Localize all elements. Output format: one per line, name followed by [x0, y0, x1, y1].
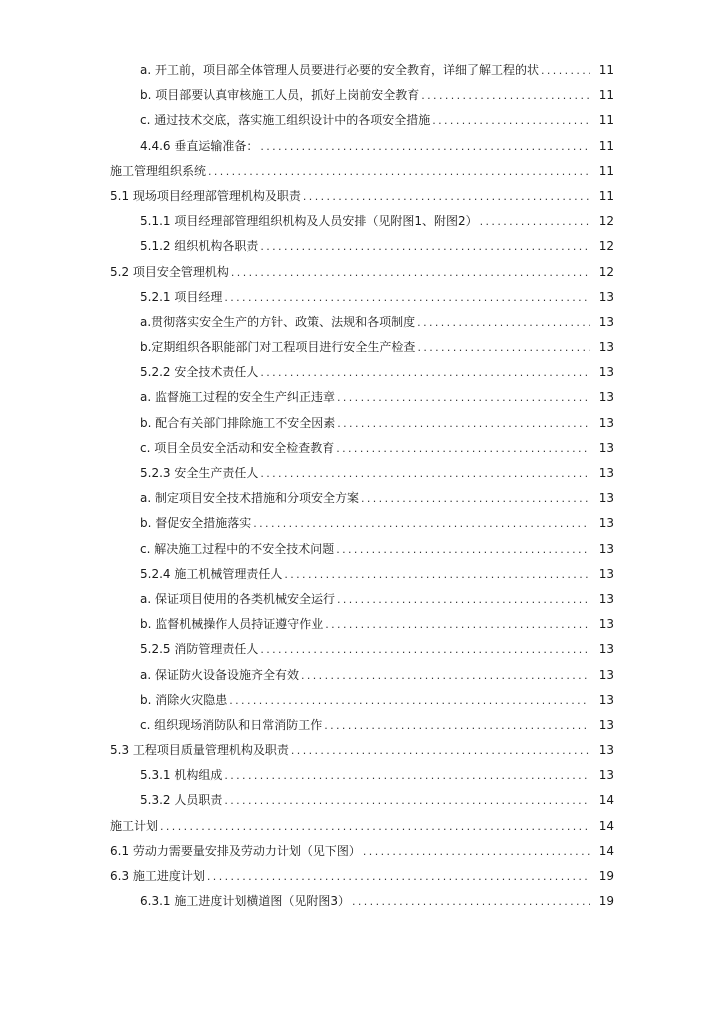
toc-entry-page-number: 13 — [598, 617, 614, 632]
dot-leader — [352, 889, 590, 914]
toc-entry[interactable] — [0, 663, 724, 688]
toc-entry[interactable] — [0, 184, 724, 209]
toc-entry-title: 5.3 工程项目质量管理机构及职责 — [110, 743, 289, 758]
dot-leader — [231, 260, 590, 285]
toc-entry-title: 4.4.6 垂直运输准备： — [140, 138, 259, 153]
toc-entry[interactable] — [0, 436, 724, 461]
dot-leader — [337, 587, 590, 612]
toc-entry[interactable] — [0, 637, 724, 662]
dot-leader — [301, 663, 590, 688]
dot-leader — [363, 839, 590, 864]
toc-entry-title: 5.2.1 项目经理 — [140, 289, 223, 304]
toc-entry-title: 5.1.1 项目经理部管理组织机构及人员安排（见附图1、附图2） — [140, 214, 478, 229]
table-of-contents — [0, 58, 724, 914]
toc-entry-title: b. 督促安全措施落实 — [140, 516, 252, 531]
toc-entry[interactable] — [0, 889, 724, 914]
dot-leader — [337, 385, 590, 410]
toc-entry-title: 5.1 现场项目经理部管理机构及职责 — [110, 188, 301, 203]
toc-entry[interactable] — [0, 360, 724, 385]
toc-entry-page-number: 11 — [598, 138, 614, 153]
toc-entry-title: 6.1 劳动力需要量安排及劳动力计划（见下图） — [110, 843, 361, 858]
dot-leader — [432, 108, 590, 133]
toc-entry-page-number: 13 — [598, 667, 614, 682]
dot-leader — [417, 335, 590, 360]
dot-leader — [224, 763, 590, 788]
toc-entry-page-number: 11 — [598, 188, 614, 203]
toc-entry-title: 6.3 施工进度计划 — [110, 869, 205, 883]
dot-leader — [229, 688, 590, 713]
toc-entry[interactable] — [0, 738, 724, 763]
dot-leader — [541, 58, 590, 83]
toc-entry-page-number: 13 — [598, 591, 614, 606]
dot-leader — [480, 209, 590, 234]
dot-leader — [224, 788, 590, 813]
toc-entry-page-number: 12 — [598, 239, 614, 254]
toc-entry[interactable] — [0, 385, 724, 410]
dot-leader — [336, 537, 590, 562]
toc-entry-page-number: 13 — [598, 440, 614, 455]
dot-leader — [260, 234, 590, 259]
toc-entry[interactable] — [0, 83, 724, 108]
toc-entry-page-number: 13 — [598, 642, 614, 657]
toc-entry-page-number: 12 — [598, 214, 614, 229]
toc-entry[interactable] — [0, 788, 724, 813]
toc-entry[interactable] — [0, 108, 724, 133]
toc-entry-title: a.贯彻落实安全生产的方针、政策、法规和各项制度 — [140, 314, 416, 329]
toc-entry-title: a. 制定项目安全技术措施和分项安全方案 — [140, 491, 359, 506]
dot-leader — [325, 612, 590, 637]
dot-leader — [291, 738, 590, 763]
toc-entry[interactable] — [0, 58, 724, 83]
toc-entry-title: 6.3.1 施工进度计划横道图（见附图3） — [140, 894, 350, 909]
dot-leader — [284, 562, 590, 587]
toc-entry-page-number: 12 — [598, 264, 614, 279]
toc-entry[interactable] — [0, 713, 724, 738]
toc-entry-title: 5.2.3 安全生产责任人 — [140, 466, 259, 480]
toc-entry-title: b. 消除火灾隐患 — [140, 692, 228, 707]
toc-entry[interactable] — [0, 839, 724, 864]
toc-entry-title: a. 开工前，项目部全体管理人员要进行必要的安全教育，详细了解工程的状 — [140, 63, 539, 77]
toc-entry-page-number: 13 — [598, 768, 614, 783]
toc-entry-title: a. 保证项目使用的各类机械安全运行 — [140, 591, 335, 606]
toc-entry-page-number: 13 — [598, 717, 614, 732]
toc-entry-page-number: 13 — [598, 541, 614, 556]
toc-entry-page-number: 19 — [598, 894, 614, 909]
toc-entry-page-number: 13 — [598, 314, 614, 329]
toc-entry-title: 5.2.4 施工机械管理责任人 — [140, 566, 283, 581]
toc-entry-page-number: 11 — [598, 88, 614, 103]
toc-entry-page-number: 13 — [598, 289, 614, 304]
toc-entry-page-number: 13 — [598, 340, 614, 355]
dot-leader — [324, 713, 590, 738]
dot-leader — [421, 83, 590, 108]
toc-entry[interactable] — [0, 486, 724, 511]
toc-entry-page-number: 13 — [598, 390, 614, 405]
toc-entry-title: 5.3.1 机构组成 — [140, 768, 223, 783]
toc-entry-title: 5.1.2 组织机构各职责 — [140, 239, 259, 254]
toc-entry-title: 5.3.2 人员职责 — [140, 793, 223, 808]
toc-entry-page-number: 13 — [598, 692, 614, 707]
toc-entry-page-number: 11 — [598, 113, 614, 128]
toc-entry-page-number: 13 — [598, 743, 614, 758]
dot-leader — [336, 436, 590, 461]
toc-entry[interactable] — [0, 134, 724, 159]
toc-entry-title: 5.2.5 消防管理责任人 — [140, 642, 259, 657]
toc-entry-page-number: 19 — [598, 869, 614, 883]
toc-entry[interactable] — [0, 461, 724, 486]
dot-leader — [260, 461, 590, 486]
toc-entry[interactable] — [0, 562, 724, 587]
toc-entry-title: 5.2.2 安全技术责任人 — [140, 365, 259, 380]
toc-entry-page-number: 14 — [598, 818, 614, 833]
toc-entry[interactable] — [0, 335, 724, 360]
toc-entry[interactable] — [0, 537, 724, 562]
toc-entry[interactable] — [0, 763, 724, 788]
toc-entry[interactable] — [0, 411, 724, 436]
toc-entry-title: b. 监督机械操作人员持证遵守作业 — [140, 617, 324, 632]
toc-entry[interactable] — [0, 814, 724, 839]
toc-entry[interactable] — [0, 688, 724, 713]
toc-entry-page-number: 13 — [598, 466, 614, 480]
toc-entry[interactable] — [0, 209, 724, 234]
dot-leader — [260, 360, 590, 385]
toc-entry[interactable] — [0, 612, 724, 637]
toc-entry-page-number: 13 — [598, 365, 614, 380]
toc-entry-page-number: 11 — [598, 63, 614, 77]
dot-leader — [207, 864, 590, 889]
toc-entry-title: b.定期组织各职能部门对工程项目进行安全生产检查 — [140, 340, 416, 355]
toc-entry-title: b. 配合有关部门排除施工不安全因素 — [140, 415, 336, 430]
toc-entry[interactable] — [0, 260, 724, 285]
toc-entry-page-number: 14 — [598, 793, 614, 808]
toc-entry[interactable] — [0, 310, 724, 335]
toc-entry[interactable] — [0, 511, 724, 536]
toc-entry-title: 施工计划 — [110, 818, 159, 833]
toc-entry-page-number: 13 — [598, 491, 614, 506]
dot-leader — [253, 511, 590, 536]
toc-entry-title: a. 监督施工过程的安全生产纠正违章 — [140, 390, 335, 405]
toc-entry[interactable] — [0, 864, 724, 889]
toc-entry-page-number: 13 — [598, 566, 614, 581]
dot-leader — [208, 159, 590, 184]
toc-entry[interactable] — [0, 587, 724, 612]
toc-entry[interactable] — [0, 159, 724, 184]
toc-entry-page-number: 13 — [598, 415, 614, 430]
dot-leader — [224, 285, 590, 310]
toc-entry-title: a. 保证防火设备设施齐全有效 — [140, 667, 299, 682]
dot-leader — [160, 814, 590, 839]
dot-leader — [337, 411, 590, 436]
toc-entry-title: 5.2 项目安全管理机构 — [110, 264, 229, 279]
toc-entry[interactable] — [0, 234, 724, 259]
toc-entry-title: c. 组织现场消防队和日常消防工作 — [140, 717, 323, 732]
dot-leader — [361, 486, 590, 511]
dot-leader — [260, 637, 590, 662]
toc-entry-title: c. 解决施工过程中的不安全技术问题 — [140, 541, 335, 556]
toc-entry-page-number: 14 — [598, 843, 614, 858]
toc-entry-page-number: 13 — [598, 516, 614, 531]
toc-entry-title: c. 通过技术交底，落实施工组织设计中的各项安全措施 — [140, 113, 431, 128]
toc-entry-title: b. 项目部要认真审核施工人员，抓好上岗前安全教育 — [140, 88, 420, 103]
dot-leader — [303, 184, 590, 209]
toc-entry-title: 施工管理组织系统 — [110, 163, 207, 178]
toc-entry[interactable] — [0, 285, 724, 310]
dot-leader — [260, 134, 590, 159]
toc-entry-title: c. 项目全员安全活动和安全检查教育 — [140, 440, 335, 455]
dot-leader — [417, 310, 590, 335]
toc-entry-page-number: 11 — [598, 163, 614, 178]
